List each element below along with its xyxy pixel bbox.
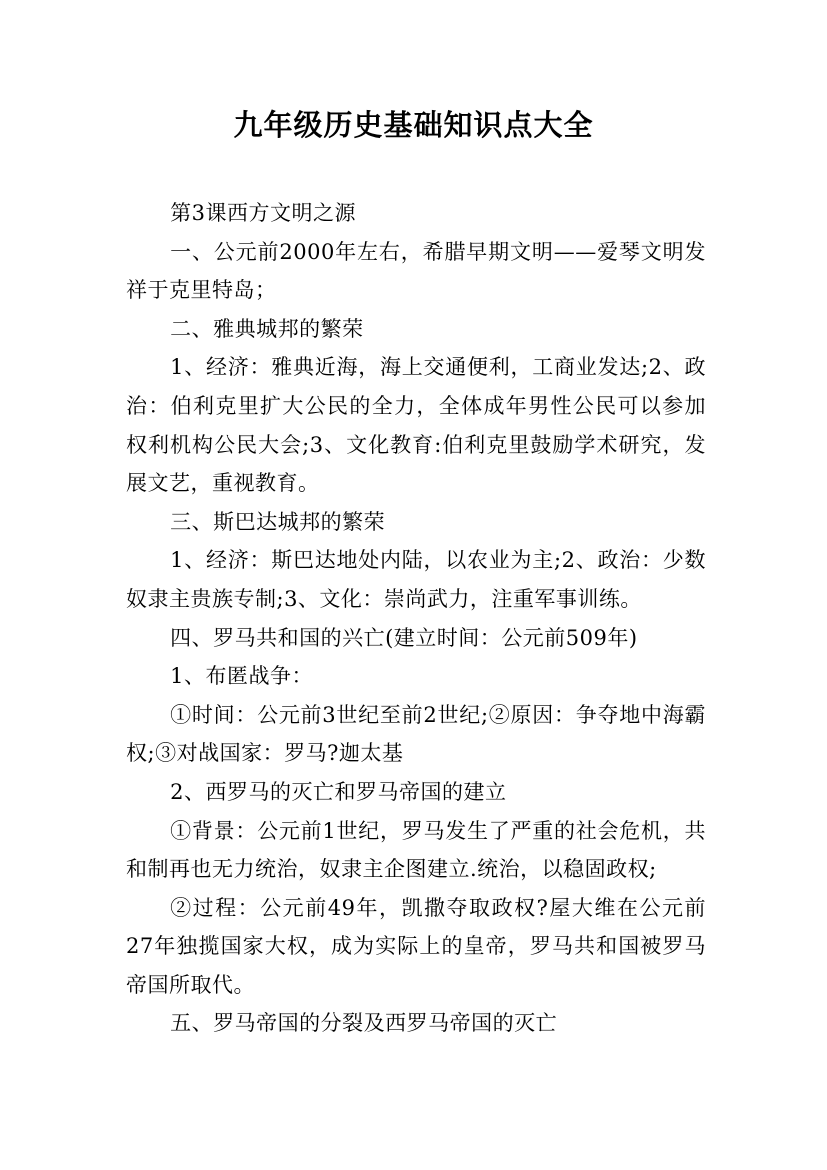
lesson-heading: 第3课西方文明之源	[170, 201, 356, 225]
paragraph-punic-wars-details: ①时间：公元前3世纪至前2世纪;②原因：争夺地中海霸权;③对战国家：罗马?迦太基	[126, 702, 706, 766]
section-heading-sparta: 三、斯巴达城邦的繁荣	[170, 509, 386, 534]
section-heading-empire-split: 五、罗马帝国的分裂及西罗马帝国的灭亡	[170, 1011, 558, 1036]
document-body	[126, 194, 706, 1043]
paragraph-background: ①背景：公元前1世纪，罗马发生了严重的社会危机，共和制再也无力统治，奴隶主企图建立.统治，以稳固政权;	[126, 818, 706, 882]
subheading-roman-empire: 2、西罗马的灭亡和罗马帝国的建立	[170, 779, 507, 804]
paragraph-athens-details: 1、经济：雅典近海，海上交通便利，工商业发达;2、政治：伯利克里扩大公民的全力，全体成年男性公民可以参加权利机构公民大会;3、文化教育:伯利克里鼓励学术研究，发展文艺，重视教育。	[126, 355, 706, 496]
paragraph-aegean-civilization: 一、公元前2000年左右，希腊早期文明——爱琴文明发祥于克里特岛；	[126, 239, 706, 303]
section-heading-roman-republic: 四、罗马共和国的兴亡(建立时间：公元前509年)	[170, 625, 638, 650]
paragraph-sparta-details: 1、经济：斯巴达地处内陆，以农业为主;2、政治：少数奴隶主贵族专制;3、文化：崇尚武力，注重军事训练。	[126, 548, 706, 611]
section-heading-athens: 二、雅典城邦的繁荣	[170, 316, 364, 341]
paragraph-process: ②过程：公元前49年，凯撒夺取政权?屋大维在公元前27年独揽国家大权，成为实际上的皇帝，罗马共和国被罗马帝国所取代。	[126, 895, 706, 997]
document-title: 九年级历史基础知识点大全	[233, 108, 594, 142]
subheading-punic-wars: 1、布匿战争：	[170, 664, 313, 689]
